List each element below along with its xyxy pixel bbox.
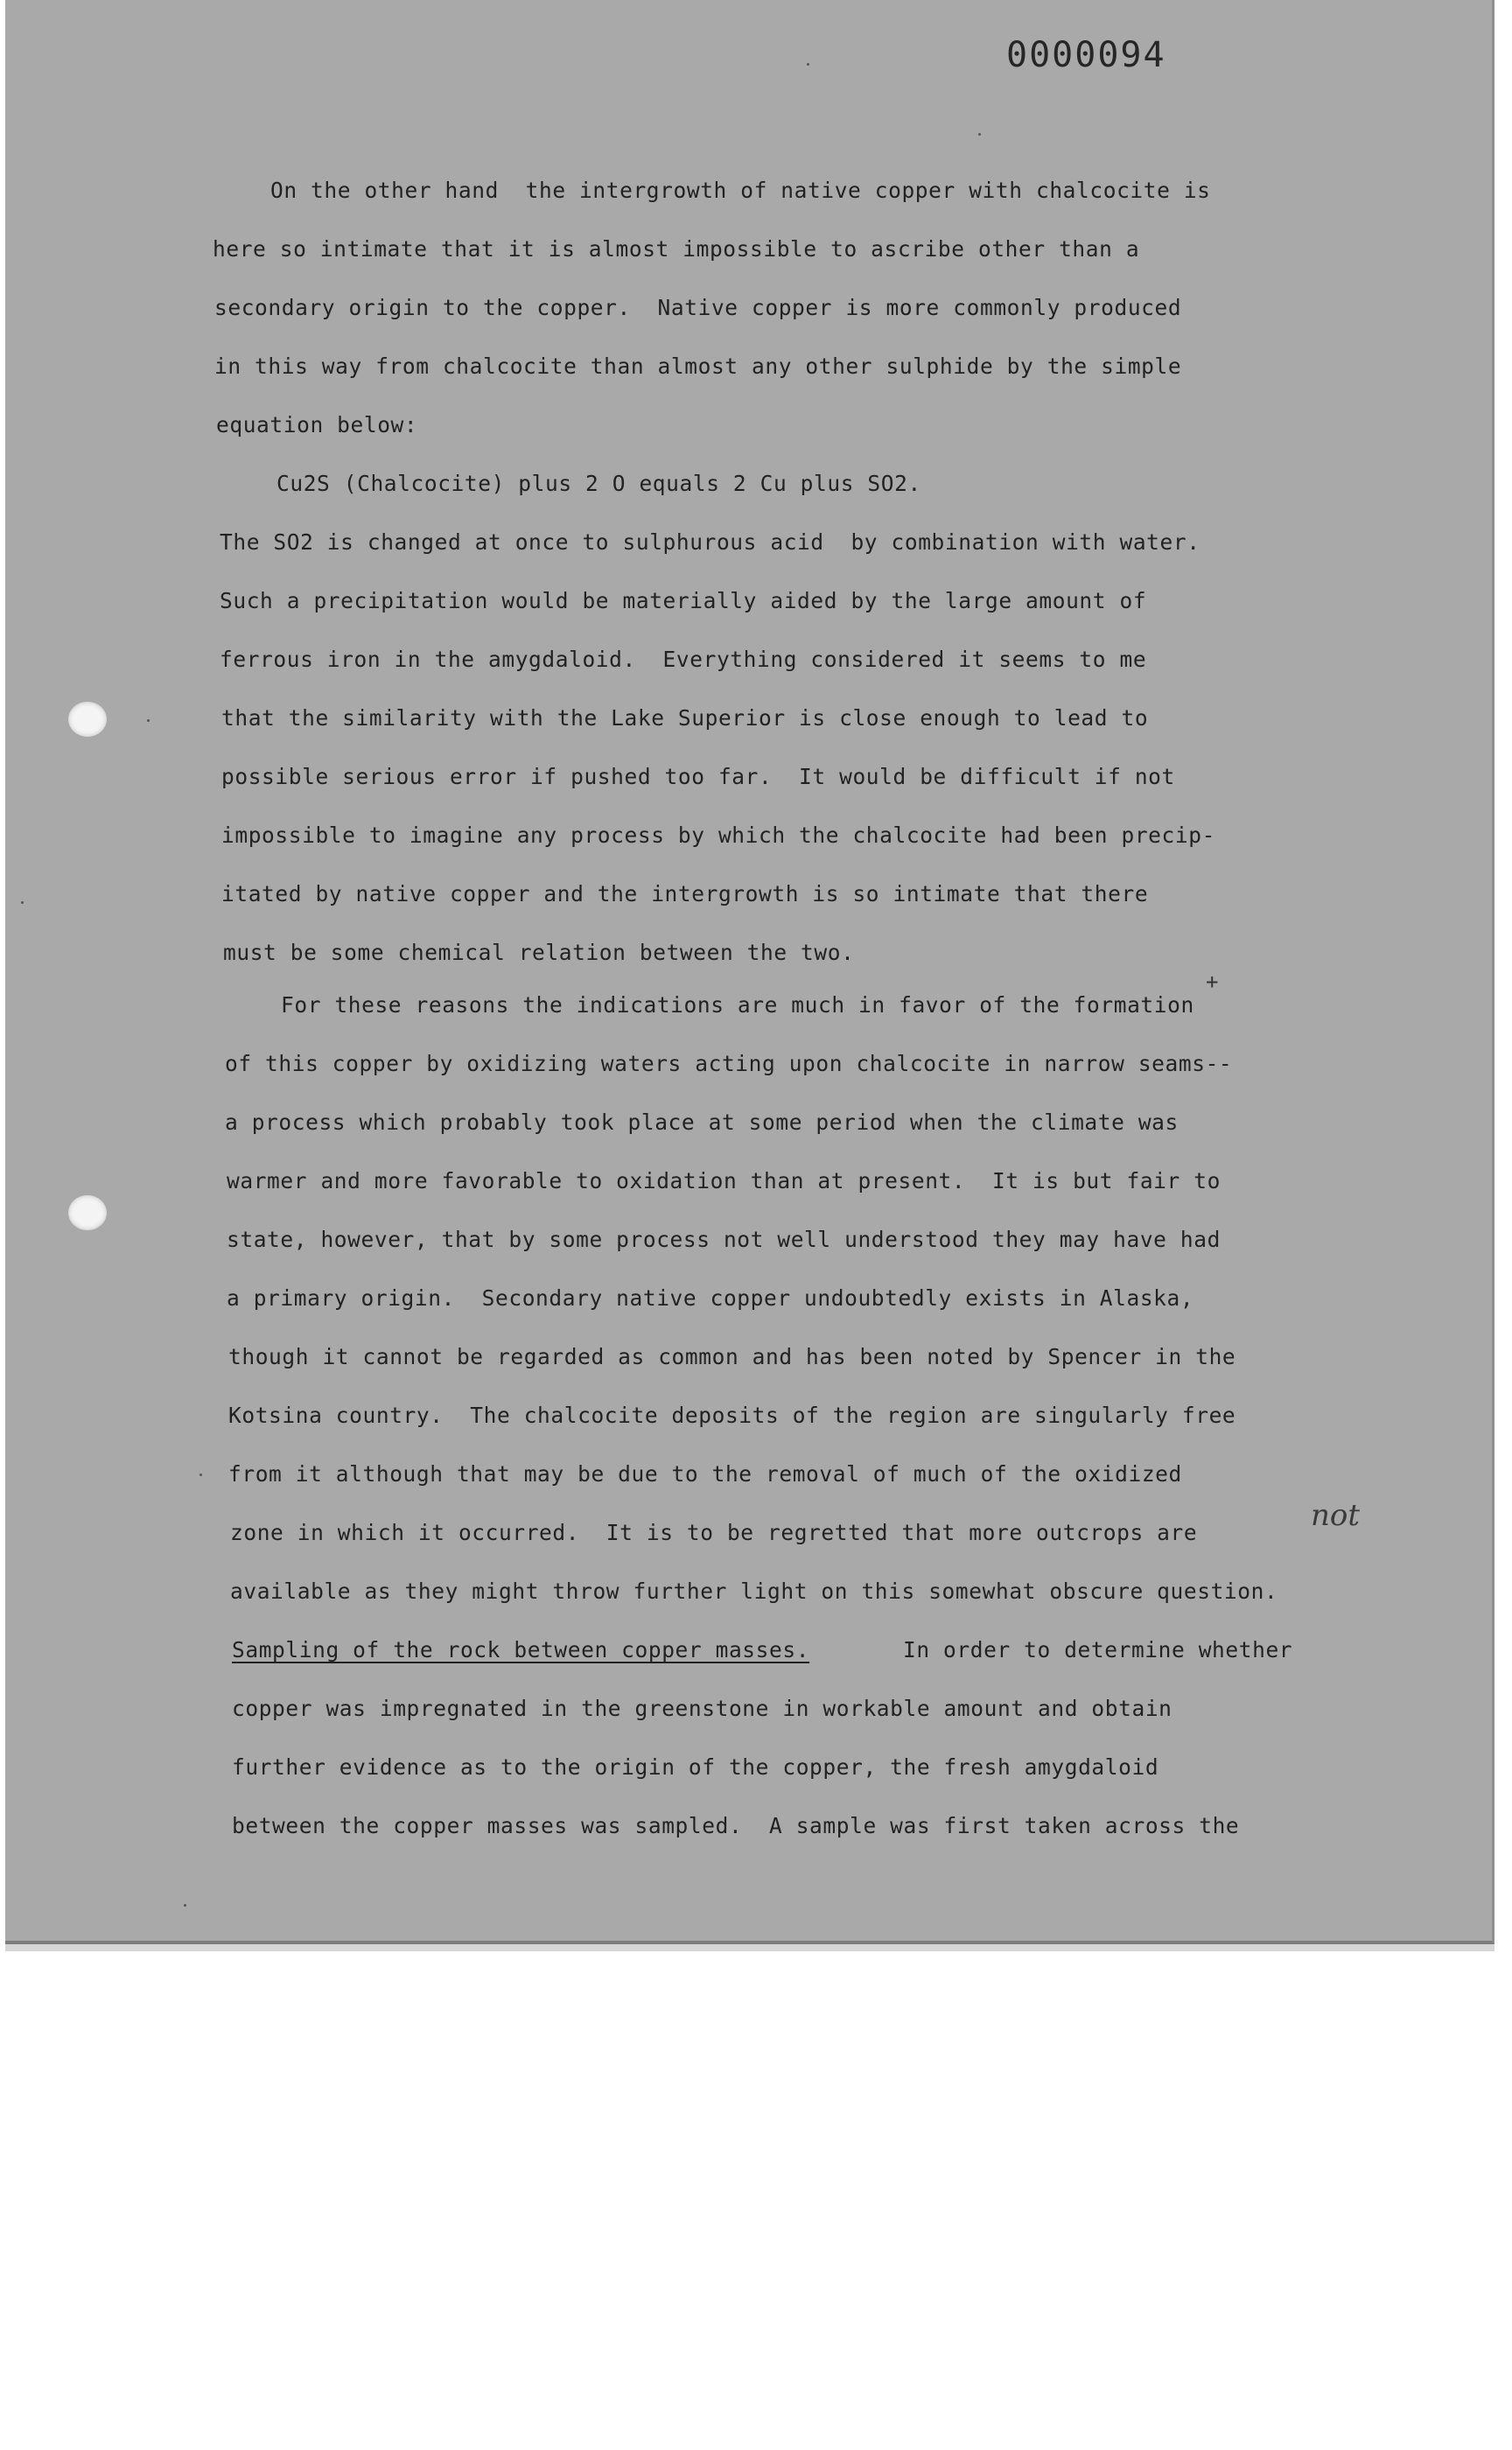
- text-line: in this way from chalcocite than almost any other sulphide by the simple: [214, 354, 1182, 379]
- text-line: state, however, that by some process not well understood they may have had: [227, 1227, 1221, 1252]
- text-line: For these reasons the indications are much in favor of the formation: [281, 992, 1194, 1018]
- scan-speck: [21, 901, 24, 904]
- text-line: from it although that may be due to the removal of much of the oxidized: [228, 1461, 1182, 1487]
- text-line: In order to determine whether: [903, 1637, 1293, 1662]
- text-line: a primary origin. Secondary native copper undoubtedly exists in Alaska,: [227, 1285, 1194, 1311]
- text-line: equation below:: [216, 412, 418, 438]
- scan-speck: [147, 719, 150, 722]
- page-number: 0000094: [1006, 35, 1166, 75]
- text-line: itated by native copper and the intergrowth is so intimate that there: [221, 881, 1149, 906]
- page-edge-shadow: [5, 1944, 1494, 1951]
- text-line: impossible to imagine any process by which the chalcocite had been precip-: [221, 822, 1215, 848]
- text-line: here so intimate that it is almost impossible to ascribe other than a: [213, 236, 1140, 262]
- scan-speck: [184, 1904, 186, 1907]
- scan-speck: [978, 133, 981, 136]
- handwritten-insert: not: [1311, 1498, 1361, 1533]
- formula-line: Cu2S (Chalcocite) plus 2 O equals 2 Cu plus SO2.: [276, 471, 921, 496]
- text-line: must be some chemical relation between the two.: [223, 940, 855, 965]
- text-line: Kotsina country. The chalcocite deposits of the region are singularly free: [228, 1403, 1236, 1428]
- section-heading: Sampling of the rock between copper masses.: [232, 1637, 810, 1662]
- text-line: warmer and more favorable to oxidation than at present. It is but fair to: [227, 1168, 1221, 1194]
- text-line: possible serious error if pushed too far. It would be difficult if not: [221, 764, 1175, 789]
- text-line: ferrous iron in the amygdaloid. Everything considered it seems to me: [220, 647, 1147, 672]
- text-line: secondary origin to the copper. Native copper is more commonly produced: [214, 295, 1182, 320]
- punch-hole-lower: [68, 1195, 107, 1230]
- text-line: a process which probably took place at some period when the climate was: [225, 1110, 1179, 1135]
- text-line: of this copper by oxidizing waters acting upon chalcocite in narrow seams--: [225, 1051, 1233, 1076]
- punch-hole-upper: [68, 702, 107, 737]
- text-line: further evidence as to the origin of the copper, the fresh amygdaloid: [232, 1754, 1159, 1780]
- text-line: On the other hand the intergrowth of native copper with chalcocite is: [270, 178, 1211, 203]
- text-line: between the copper masses was sampled. A sample was first taken across the: [232, 1813, 1240, 1838]
- text-line: Such a precipitation would be materially aided by the large amount of: [220, 588, 1147, 613]
- scan-speck: [807, 63, 809, 66]
- text-line: though it cannot be regarded as common and has been noted by Spencer in the: [228, 1344, 1236, 1369]
- text-line: that the similarity with the Lake Superior is close enough to lead to: [221, 705, 1149, 731]
- text-line: copper was impregnated in the greenstone in workable amount and obtain: [232, 1696, 1172, 1721]
- text-line: available as they might throw further light on this somewhat obscure question.: [230, 1578, 1278, 1604]
- text-line: The SO2 is changed at once to sulphurous acid by combination with water.: [220, 529, 1200, 555]
- text-line: zone in which it occurred. It is to be regretted that more outcrops are: [230, 1520, 1198, 1545]
- scan-speck: [200, 1474, 202, 1476]
- insert-mark: +: [1206, 970, 1219, 994]
